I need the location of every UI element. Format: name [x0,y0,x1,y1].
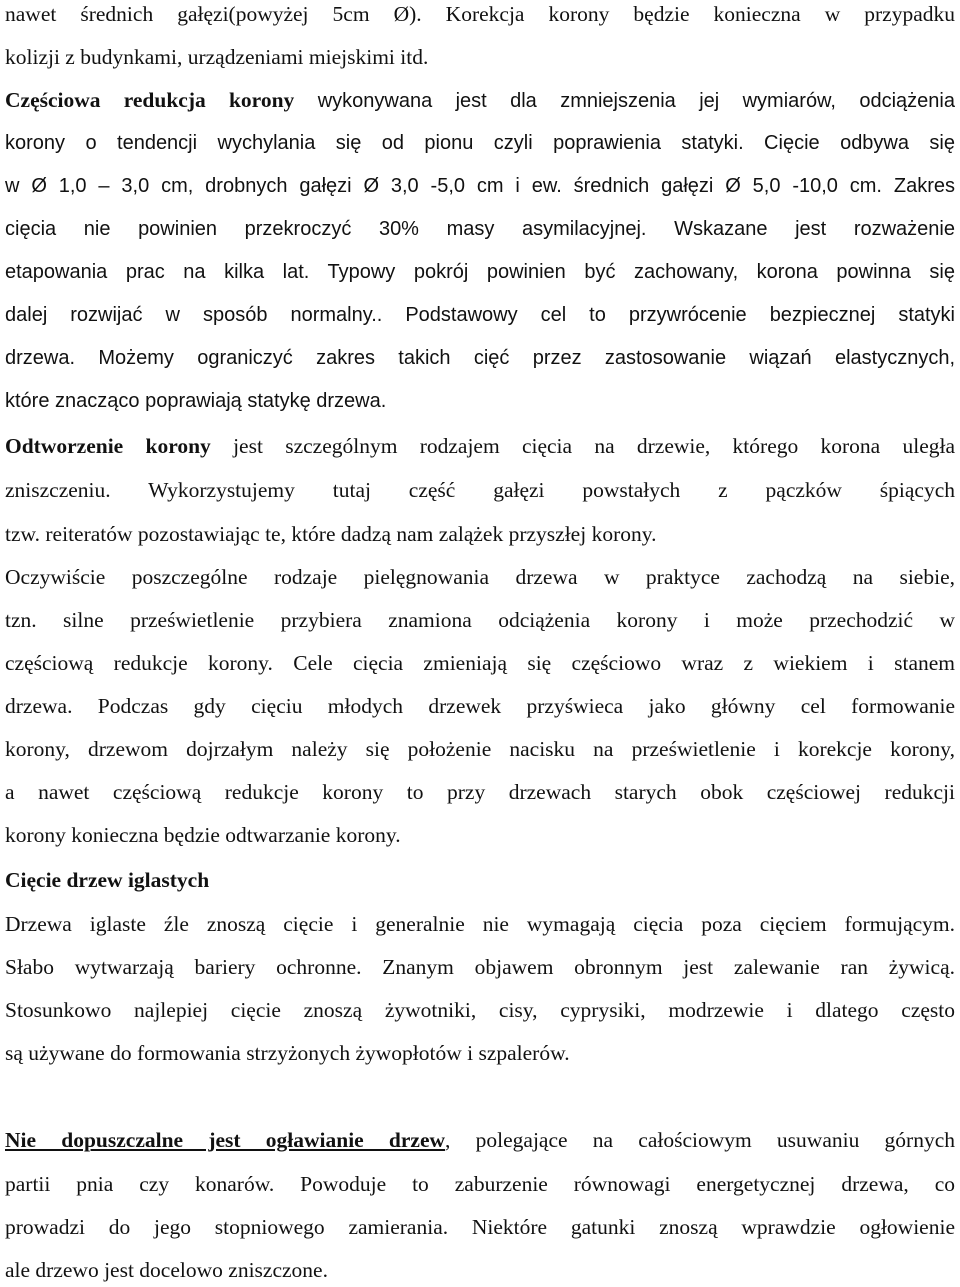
text-line-24: Stosunkowo najlepiej cięcie znoszą żywotniki, cisy, cyprysiki, modrzewie i dlatego często [5,998,955,1022]
text-line-15: tzn. silne prześwietlenie przybiera znamiona odciążenia korony i może przechodzić w [5,608,955,632]
text-line-25: są używane do formowania strzyżonych żywopłotów i szpalerów. [5,1041,570,1065]
text-line-2: kolizji z budynkami, urządzeniami miejskimi itd. [5,45,429,69]
text-line-20: korony konieczna będzie odtwarzanie korony. [5,823,401,847]
text-line-12: zniszczeniu. Wykorzystujemy tutaj część gałęzi powstałych z pączków śpiących [5,478,955,502]
text-line-22: Drzewa iglaste źle znoszą cięcie i generalnie nie wymagają cięcia poza cięciem formującym. [5,912,955,936]
text-line-1: nawet średnich gałęzi(powyżej 5cm Ø). Korekcja korony będzie konieczna w przypadku [5,2,955,26]
text-line-17: drzewa. Podczas gdy cięciu młodych drzewek przyświeca jako główny cel formowanie [5,694,955,718]
text-line-10: które znacząco poprawiają statykę drzewa. [5,390,387,412]
underlined-heading-inline: Nie dopuszczalne jest ogławianie drzew [5,1128,446,1152]
section-heading: Cięcie drzew iglastych [5,868,210,892]
text-line-6: cięcia nie powinien przekroczyć 30% masy asymilacyjnej. Wskazane jest rozważenie [5,218,955,240]
bold-heading-inline: Częściowa redukcja korony [5,88,295,112]
text-line-7: etapowania prac na kilka lat. Typowy pokrój powinien być zachowany, korona powinna się [5,261,955,283]
text-line-14: Oczywiście poszczególne rodzaje pielęgnowania drzewa w praktyce zachodzą na siebie, [5,565,955,589]
text-line-5: w Ø 1,0 – 3,0 cm, drobnych gałęzi Ø 3,0 -5,0 cm i ew. średnich gałęzi Ø 5,0 -10,0 cm. Zakres [5,175,955,197]
text-line-4: korony o tendencji wychylania się od pionu czyli poprawienia statyki. Cięcie odbywa się [5,132,955,154]
text-line-18: korony, drzewom dojrzałym należy się położenie nacisku na prześwietlenie i korekcje korony, [5,737,955,761]
text-line-13: tzw. reiteratów pozostawiając te, które dadzą nam zalążek przyszłej korony. [5,522,657,546]
text-line-11: Odtworzenie korony jest szczególnym rodzajem cięcia na drzewie, którego korona uległa [5,434,955,458]
text-line-9: drzewa. Możemy ograniczyć zakres takich cięć przez zastosowanie wiązań elastycznych, [5,347,955,369]
text-line-3: Częściowa redukcja korony wykonywana jest dla zmniejszenia jej wymiarów, odciążenia [5,88,955,112]
text-line-16: częściową redukcje korony. Cele cięcia zmieniają się częściowo wraz z wiekiem i stanem [5,651,955,675]
text-line-29: ale drzewo jest docelowo zniszczone. [5,1258,328,1282]
text-line-27: partii pnia czy konarów. Powoduje to zaburzenie równowagi energetycznej drzewa, co [5,1172,955,1196]
bold-heading-inline: Odtworzenie korony [5,434,211,458]
text-line-26: Nie dopuszczalne jest ogławianie drzew, polegające na całościowym usuwaniu górnych [5,1128,956,1152]
text-line-8: dalej rozwijać w sposób normalny.. Podstawowy cel to przywrócenie bezpiecznej statyki [5,304,955,326]
text-line-28: prowadzi do jego stopniowego zamierania. Niektóre gatunki znoszą wprawdzie ogłowienie [5,1215,955,1239]
text-line-23: Słabo wytwarzają bariery ochronne. Znanym objawem obronnym jest zalewanie ran żywicą. [5,955,955,979]
text-line-19: a nawet częściową redukcje korony to przy drzewach starych obok częściowej redukcji [5,780,955,804]
